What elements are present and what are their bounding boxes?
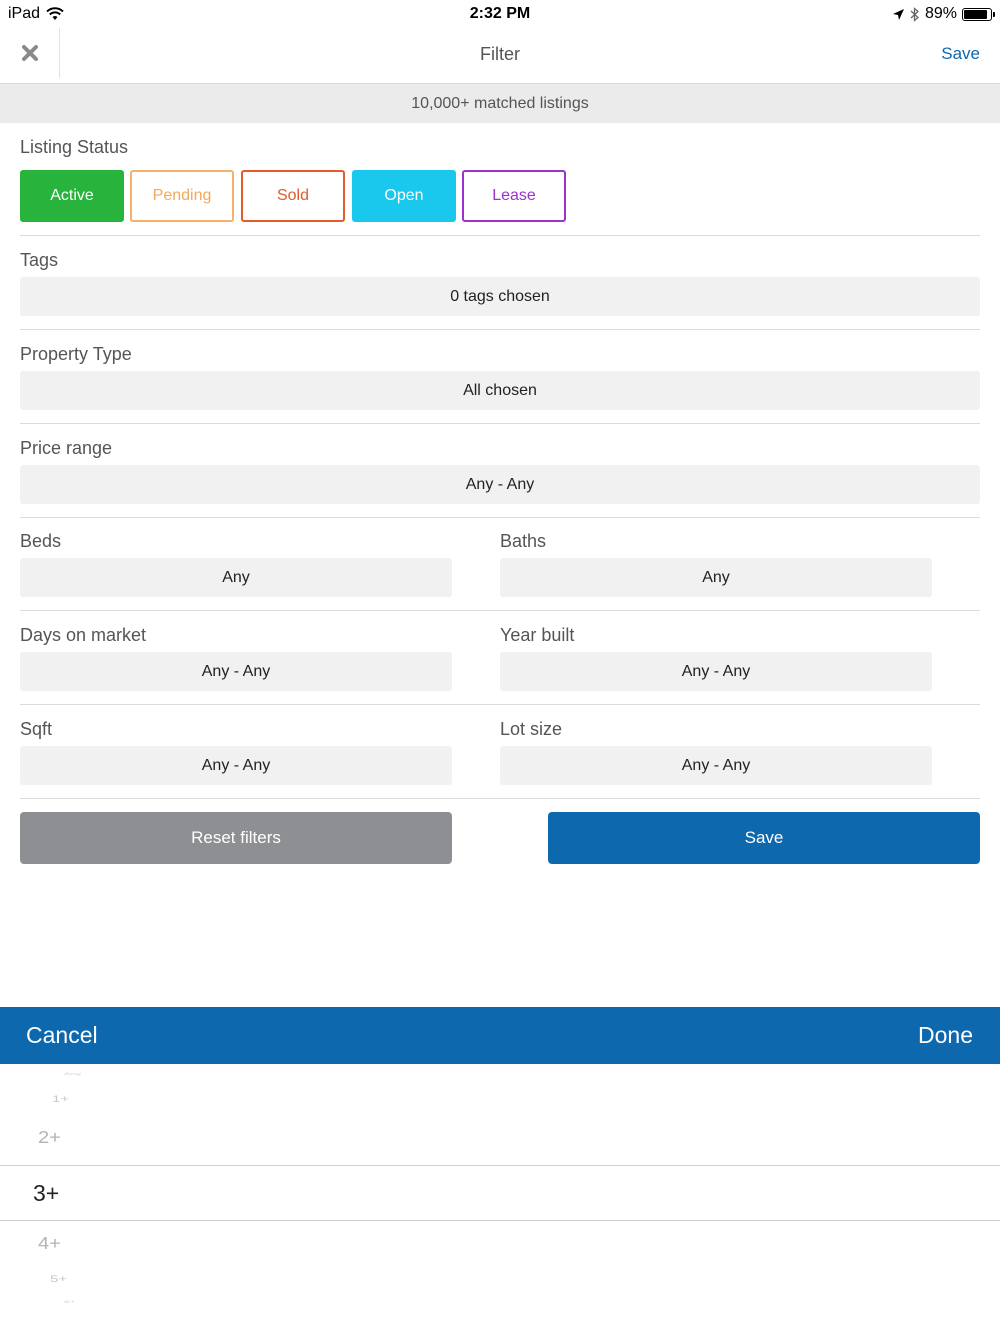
close-button[interactable] — [0, 28, 60, 78]
save-button[interactable]: Save — [548, 812, 980, 864]
status-bar — [0, 0, 1000, 28]
property-type-field[interactable]: All chosen — [20, 371, 980, 410]
page-title: Filter — [480, 44, 520, 64]
picker-option[interactable]: 5+ — [50, 1274, 68, 1285]
location-arrow-icon — [892, 8, 905, 21]
status-right — [892, 5, 992, 23]
picker-toolbar — [0, 1007, 1000, 1064]
price-range-label: Price range — [20, 438, 113, 458]
divider — [20, 329, 980, 330]
picker-cancel-button[interactable]: Cancel — [26, 1022, 98, 1048]
picker-option[interactable]: 6+ — [64, 1300, 76, 1304]
sqft-label: Sqft — [20, 719, 53, 739]
picker-option[interactable]: 4+ — [38, 1234, 61, 1254]
status-lease-button[interactable]: Lease — [462, 170, 566, 222]
tags-field[interactable]: 0 tags chosen — [20, 277, 980, 316]
sqft-field[interactable]: Any - Any — [20, 746, 452, 785]
picker-option[interactable]: 1+ — [52, 1094, 70, 1105]
picker-option-selected[interactable]: 3+ — [33, 1180, 60, 1206]
divider — [20, 798, 980, 799]
days-on-market-field[interactable]: Any - Any — [20, 652, 452, 691]
nav-bar — [0, 28, 1000, 84]
matched-listings-count: 10,000+ matched listings — [0, 84, 1000, 123]
close-x-icon — [21, 44, 39, 62]
listing-status-label: Listing Status — [20, 137, 129, 157]
status-open-button[interactable]: Open — [352, 170, 456, 222]
status-sold-button[interactable]: Sold — [241, 170, 345, 222]
divider — [20, 610, 980, 611]
picker-selection-line-bottom — [0, 1220, 1000, 1221]
beds-label: Beds — [20, 531, 62, 551]
picker-option[interactable]: 2+ — [38, 1128, 61, 1148]
year-built-field[interactable]: Any - Any — [500, 652, 932, 691]
baths-field[interactable]: Any — [500, 558, 932, 597]
property-type-label: Property Type — [20, 344, 132, 364]
reset-filters-button[interactable]: Reset filters — [20, 812, 452, 864]
device-name: iPad — [8, 5, 41, 22]
picker-option[interactable]: Any — [64, 1072, 82, 1076]
divider — [20, 423, 980, 424]
status-left — [8, 5, 64, 23]
beds-field[interactable]: Any — [20, 558, 452, 597]
battery-percent: 89% — [924, 5, 957, 22]
days-on-market-label: Days on market — [20, 625, 147, 645]
picker-wheel[interactable] — [0, 1064, 1000, 1334]
lot-size-label: Lot size — [500, 719, 563, 739]
picker-selection-line-top — [0, 1165, 1000, 1166]
picker-done-button[interactable]: Done — [918, 1022, 973, 1048]
divider — [20, 235, 980, 236]
lot-size-field[interactable]: Any - Any — [500, 746, 932, 785]
divider — [20, 704, 980, 705]
status-time: 2:32 PM — [469, 5, 531, 22]
tags-label: Tags — [20, 250, 59, 270]
status-active-button[interactable]: Active — [20, 170, 124, 222]
year-built-label: Year built — [500, 625, 575, 645]
baths-label: Baths — [500, 531, 547, 551]
nav-save-button[interactable]: Save — [941, 44, 980, 63]
status-pending-button[interactable]: Pending — [130, 170, 234, 222]
wifi-icon — [46, 7, 64, 21]
bluetooth-icon — [910, 7, 920, 22]
price-range-field[interactable]: Any - Any — [20, 465, 980, 504]
battery-icon — [962, 8, 992, 21]
divider — [20, 517, 980, 518]
